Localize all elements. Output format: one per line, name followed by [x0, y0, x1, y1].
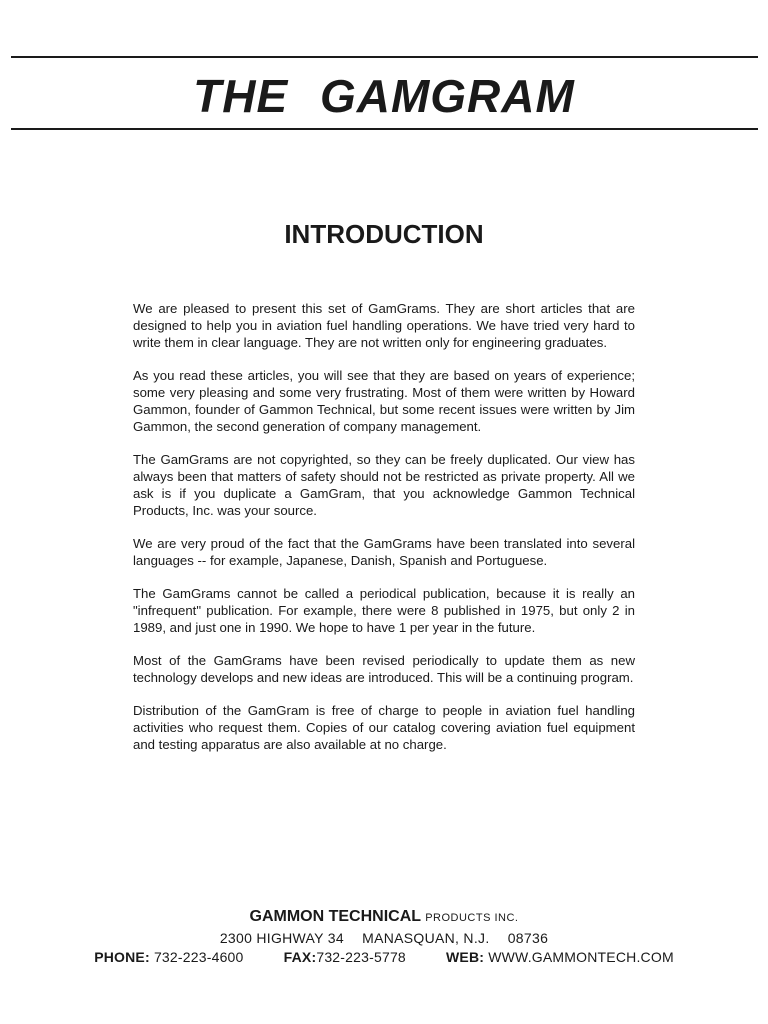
- contact-line: [0, 948, 768, 967]
- zip-code: 08736: [507, 930, 549, 946]
- phone-number: 732-223-4600: [153, 949, 244, 965]
- paragraph: As you read these articles, you will see that they are based on years of experience; some very pleasing and some very frustrating. Most of them were written by Howard Gammon, founder of Gammon Technical, but some recent issues were written by Jim Gammon, the second generation of company management.: [133, 368, 635, 434]
- paragraph: Distribution of the GamGram is free of charge to people in aviation fuel handling activities who request them. Copies of our catalog covering aviation fuel equipment and testing apparatus are also available at no charge.: [133, 703, 635, 752]
- company-name-line: [0, 906, 768, 929]
- phone-label: PHONE:: [94, 949, 150, 965]
- masthead-title: THE GAMGRAM: [193, 70, 575, 122]
- paragraph: Most of the GamGrams have been revised periodically to update them as new technology develops and new ideas are introduced. This will be a continuing program.: [133, 653, 635, 685]
- fax-label: FAX:: [283, 949, 317, 965]
- intro-body: [133, 300, 635, 769]
- masthead-top-rule: [11, 56, 758, 58]
- city-state: MANASQUAN, N.J.: [362, 930, 490, 946]
- masthead-bottom-rule: [11, 128, 758, 130]
- address-line: [0, 929, 768, 948]
- fax-number: 732-223-5778: [316, 949, 406, 965]
- company-suffix: PRODUCTS INC.: [425, 912, 519, 924]
- web-label: WEB:: [446, 949, 485, 965]
- paragraph: The GamGrams cannot be called a periodical publication, because it is really an "infrequent" publication. For example, there were 8 published in 1975, but only 2 in 1989, and just one in 1990. We hope to have 1 per year in the future.: [133, 586, 635, 635]
- website-link[interactable]: WWW.GAMMONTECH.COM: [488, 949, 674, 965]
- paragraph: We are pleased to present this set of GamGrams. They are short articles that are designed to help you in aviation fuel handling operations. We have tried very hard to write them in clear language. They are not written only for engineering graduates.: [133, 301, 635, 350]
- paragraph: The GamGrams are not copyrighted, so they can be freely duplicated. Our view has always been that matters of safety should not be restricted as private property. All we ask is if you duplicate a GamGram, that you acknowledge Gammon Technical Products, Inc. was your source.: [133, 452, 635, 518]
- street-address: 2300 HIGHWAY 34: [219, 930, 344, 946]
- paragraph: We are very proud of the fact that the GamGrams have been translated into several languages -- for example, Japanese, Danish, Spanish and Portuguese.: [133, 536, 635, 568]
- company-name: GAMMON TECHNICAL: [249, 908, 421, 925]
- company-footer: [0, 906, 768, 967]
- section-heading: INTRODUCTION: [284, 219, 484, 249]
